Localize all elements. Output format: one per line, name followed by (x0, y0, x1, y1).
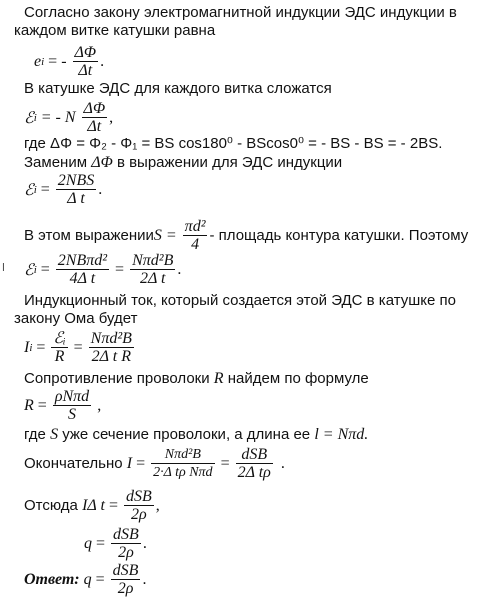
formula-emf-nbs (24, 172, 102, 207)
fraction: $\frac{\text{Nπd²B}}{\text{2Δ t R}}$ (90, 330, 132, 365)
answer-line (24, 562, 146, 597)
paragraph-substitute: Заменим ΔΦ в выражении для ЭДС индукции (24, 154, 343, 171)
formula-lhs: e (34, 52, 42, 70)
formula-current (24, 330, 136, 365)
formula-sub: i (29, 341, 33, 354)
fraction: $\frac{\text{Nπd²B}}{\text{2·Δ tρ Nπd}}$ (153, 447, 213, 480)
formula-tail: , (93, 396, 102, 414)
formula-resistance (24, 388, 101, 423)
formula-sub: i (33, 263, 37, 276)
formula-lhs: ℰ (24, 261, 34, 279)
fraction: $\frac{\text{dSB}}{2\rho}$ (125, 488, 152, 523)
formula-emf-diameter (24, 252, 181, 287)
formula-emf-per-turn (34, 44, 104, 79)
formula-tail: . (142, 570, 147, 588)
formula-tail: . (142, 534, 147, 552)
formula-eq: = (111, 260, 129, 278)
formula-eq: = - N (36, 108, 80, 126)
formula-tail: . (177, 260, 182, 278)
formula-lhs: IΔ t (82, 496, 105, 514)
paragraph-coil-sum: В катушке ЭДС для каждого витка сложатся (24, 80, 332, 97)
formula-eq: = - (44, 52, 71, 70)
paragraph-wire-length: где S уже сечение проволоки, а длина ее l = Nπd. (24, 426, 369, 443)
formula-prefix: Окончательно (24, 455, 127, 472)
formula-eq: = (33, 396, 51, 414)
formula-sub: i (33, 111, 37, 124)
answer-label: Ответ: (24, 570, 80, 588)
formula-prefix: Отсюда (24, 497, 83, 514)
formula-eq: = (216, 454, 234, 472)
formula-lhs: ℰ (24, 109, 34, 127)
formula-tail: , (109, 108, 114, 126)
paragraph-area: В этом выражении S = $\frac{\text{πd²}}{4}$ - площадь контура катушки. Поэтому (24, 218, 469, 253)
fraction: $\frac{\Delta\Phi}{\Delta t}$ (83, 100, 106, 135)
fraction: $\frac{\text{dSB}}{2\rho}$ (112, 562, 139, 597)
formula-eq: = (36, 180, 54, 198)
formula-lhs: I (24, 338, 30, 356)
fraction: $\frac{\Delta\Phi}{\Delta t}$ (74, 44, 97, 79)
fraction: $\frac{\text{ρNπd}}{S}$ (54, 388, 90, 423)
formula-tail: , (155, 496, 160, 514)
formula-eq: = (92, 534, 110, 552)
formula-lhs: q (84, 534, 92, 552)
formula-sub: i (33, 183, 37, 196)
formula-flux-change: где ΔΦ = Φ₂ - Φ₁ = BS cos180⁰ - BScos0⁰ = - BS - BS = - 2BS. (24, 135, 443, 152)
formula-eq: = (104, 496, 122, 514)
paragraph-ohm-law: Индукционный ток, который создается этой ЭДС в катушке по закону Ома будет (14, 292, 456, 327)
fraction: $\frac{\text{dSB}}{2\rho}$ (113, 526, 139, 561)
formula-final-current (24, 446, 285, 481)
formula-eq: = (91, 570, 109, 588)
formula-lhs: q (79, 570, 92, 588)
margin-mark: ǀ (2, 262, 5, 274)
formula-charge-step (24, 488, 160, 523)
formula-eq: = (36, 260, 54, 278)
formula-lhs: I (126, 454, 133, 472)
formula-tail: . (100, 52, 105, 70)
formula-tail: . (280, 454, 285, 472)
formula-emf-coil (24, 100, 113, 135)
fraction: $\frac{\text{dSB}}{\text{2Δ tρ}}$ (237, 446, 271, 481)
formula-charge (84, 526, 147, 561)
formula-lhs: R (24, 396, 34, 414)
fraction-area: $\frac{\text{πd²}}{4}$ (184, 218, 206, 253)
fraction: $\frac{\text{Nπd²B}}{\text{2Δ t}}$ (132, 252, 174, 287)
formula-tail: . (98, 180, 103, 198)
fraction: $\frac{\text{2NBS}}{\text{Δ t}}$ (57, 172, 95, 207)
formula-lhs: ℰ (24, 181, 34, 199)
formula-eq: = (32, 338, 50, 356)
paragraph-faraday-law: Согласно закону электромагнитной индукции ЭДС индукции в каждом витке катушки равна (14, 4, 457, 39)
formula-eq: = (69, 338, 87, 356)
formula-eq: = (132, 454, 150, 472)
fraction: $\frac{\text{2NBπd²}}{\text{4Δ t}}$ (57, 252, 108, 287)
paragraph-resistance: Сопротивление проволоки R найдем по формуле (24, 370, 369, 387)
fraction: $\frac{\text{ℰᵢ}}{R}$ (53, 330, 66, 365)
formula-sub: i (41, 55, 45, 68)
